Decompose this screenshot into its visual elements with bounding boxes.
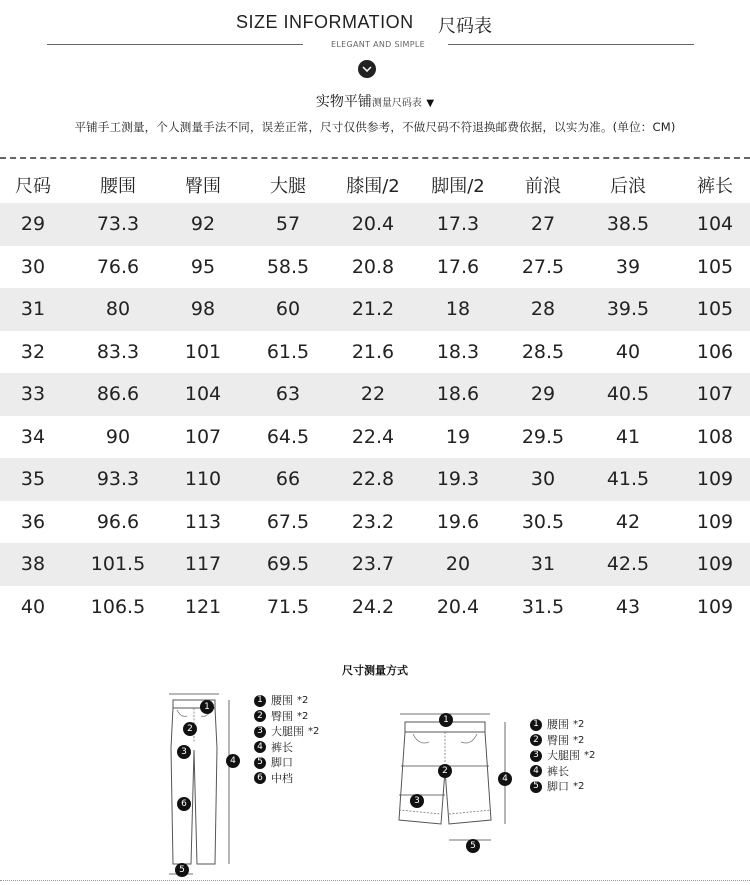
table-cell: 121	[184, 595, 222, 618]
table-cell: 30	[510, 458, 576, 501]
table-cell: 27	[510, 203, 576, 246]
pants-diagram	[165, 688, 245, 878]
table-cell: 71.5	[266, 595, 310, 618]
table-cell: 20.4	[436, 595, 480, 618]
table-cell: 73.3	[66, 203, 170, 246]
table-cell: 95	[190, 255, 216, 278]
column-header: 前浪	[525, 176, 561, 197]
shorts-marker: 5	[466, 833, 480, 853]
table-cell: 76.6	[96, 255, 140, 278]
table-cell: 106	[696, 340, 734, 363]
table-cell: 20	[406, 543, 510, 586]
table-cell: 104	[680, 203, 750, 246]
table-cell: 20.8	[351, 255, 395, 278]
table-cell: 22	[340, 373, 406, 416]
table-cell: 90	[105, 425, 131, 448]
table-cell: 108	[696, 425, 734, 448]
table-cell: 80	[66, 288, 170, 331]
table-cell: 23.2	[351, 510, 395, 533]
table-cell: 31	[510, 543, 576, 586]
table-row	[0, 586, 750, 629]
table-cell: 69.5	[236, 543, 340, 586]
table-cell: 39.5	[576, 288, 680, 331]
table-cell: 117	[170, 543, 236, 586]
table-cell: 17.3	[406, 203, 510, 246]
table-cell: 104	[170, 373, 236, 416]
column-header: 尺码	[15, 176, 51, 197]
measure-label-small: 测量尺码表	[371, 98, 422, 109]
table-cell: 38.5	[576, 203, 680, 246]
table-cell: 34	[20, 425, 46, 448]
table-row	[0, 331, 750, 374]
table-cell: 22.4	[351, 425, 395, 448]
table-cell: 105	[696, 255, 734, 278]
table-cell: 64.5	[266, 425, 310, 448]
table-cell: 58.5	[266, 255, 310, 278]
legend-item: 3 大腿围 *2	[254, 724, 319, 740]
table-cell: 98	[170, 288, 236, 331]
legend-item: 2 臀围 *2	[254, 709, 319, 725]
legend-item: 1 腰围 *2	[530, 717, 595, 733]
table-cell: 83.3	[96, 340, 140, 363]
table-row	[0, 501, 750, 544]
table-cell: 21.6	[351, 340, 395, 363]
table-cell: 30.5	[521, 510, 565, 533]
bottom-divider	[0, 880, 750, 881]
table-cell: 67.5	[266, 510, 310, 533]
shorts-marker: 1	[439, 707, 453, 727]
table-cell: 29.5	[521, 425, 565, 448]
pants-marker: 3	[177, 739, 191, 759]
column-header: 裤长	[697, 176, 733, 197]
table-cell: 24.2	[351, 595, 395, 618]
dashed-divider	[0, 157, 750, 159]
table-cell: 60	[236, 288, 340, 331]
measure-heading	[0, 91, 750, 111]
table-cell: 39	[615, 255, 641, 278]
legend-item: 4 裤长	[530, 764, 595, 780]
shorts-marker: 2	[438, 758, 452, 778]
table-cell: 105	[680, 288, 750, 331]
column-header: 脚围/2	[431, 176, 485, 197]
pants-marker: 5	[175, 857, 189, 877]
table-cell: 17.6	[436, 255, 480, 278]
table-cell: 23.7	[340, 543, 406, 586]
table-cell: 19.6	[436, 510, 480, 533]
divider-left	[47, 44, 303, 45]
table-cell: 27.5	[521, 255, 565, 278]
title-en: SIZE INFORMATION	[236, 12, 414, 32]
column-header: 后浪	[610, 176, 646, 197]
table-cell: 38	[0, 543, 66, 586]
table-cell: 19.3	[406, 458, 510, 501]
table-cell: 29	[510, 373, 576, 416]
table-cell: 18	[406, 288, 510, 331]
table-cell: 61.5	[266, 340, 310, 363]
table-cell: 96.6	[96, 510, 140, 533]
table-cell: 109	[696, 595, 734, 618]
table-cell: 101.5	[66, 543, 170, 586]
pants-marker: 1	[200, 694, 214, 714]
legend-item: 1 腰围 *2	[254, 693, 319, 709]
legend-item: 3 大腿围 *2	[530, 748, 595, 764]
column-header: 大腿	[270, 176, 306, 197]
table-cell: 92	[170, 203, 236, 246]
column-header: 腰围	[100, 176, 136, 197]
pants-marker: 6	[177, 791, 191, 811]
shorts-legend	[530, 717, 595, 795]
table-cell: 106.5	[90, 595, 146, 618]
table-body	[0, 203, 750, 628]
table-row	[0, 288, 750, 331]
table-cell: 36	[20, 510, 46, 533]
table-header-row	[0, 167, 750, 203]
header	[0, 0, 750, 40]
subtitle: ELEGANT AND SIMPLE	[331, 40, 425, 49]
table-cell: 20.4	[340, 203, 406, 246]
legend-item: 5 脚口 *2	[530, 779, 595, 795]
pants-marker: 4	[226, 748, 240, 768]
table-cell: 32	[20, 340, 46, 363]
table-cell: 42.5	[576, 543, 680, 586]
legend-item: 2 臀围 *2	[530, 733, 595, 749]
table-cell: 110	[170, 458, 236, 501]
table-cell: 93.3	[66, 458, 170, 501]
table-cell: 109	[680, 543, 750, 586]
measure-note: 平铺手工测量，个人测量手法不同，误差正常，尺寸仅供参考，不做尺码不符退换邮费依据，以实为准。(单位：CM)	[74, 120, 676, 134]
title-cn: 尺码表	[438, 16, 492, 37]
table-cell: 30	[20, 255, 46, 278]
table-row	[0, 246, 750, 289]
table-row	[0, 373, 750, 416]
table-cell: 18.3	[436, 340, 480, 363]
legend-item: 5 脚口	[254, 755, 319, 771]
table-cell: 31.5	[521, 595, 565, 618]
table-cell: 107	[184, 425, 222, 448]
pants-marker: 2	[183, 716, 197, 736]
table-row	[0, 203, 750, 246]
triangle-down-icon: ▼	[426, 98, 435, 109]
column-header: 膝围/2	[346, 176, 400, 197]
table-cell: 41.5	[576, 458, 680, 501]
table-cell: 19	[445, 425, 471, 448]
table-cell: 22.8	[340, 458, 406, 501]
table-cell: 28.5	[521, 340, 565, 363]
table-cell: 41	[615, 425, 641, 448]
table-cell: 40	[20, 595, 46, 618]
table-cell: 86.6	[66, 373, 170, 416]
shorts-marker: 3	[410, 788, 424, 808]
table-cell: 31	[0, 288, 66, 331]
size-table	[0, 167, 750, 628]
table-cell: 43	[615, 595, 641, 618]
table-cell: 101	[184, 340, 222, 363]
table-cell: 29	[0, 203, 66, 246]
table-cell: 66	[236, 458, 340, 501]
table-cell: 28	[510, 288, 576, 331]
pants-legend	[254, 693, 319, 786]
table-cell: 109	[680, 458, 750, 501]
table-row	[0, 416, 750, 459]
table-cell: 35	[0, 458, 66, 501]
method-title: 尺寸测量方式	[342, 664, 408, 677]
chevron-down-icon	[358, 60, 376, 78]
table-cell: 107	[680, 373, 750, 416]
table-cell: 57	[236, 203, 340, 246]
table-row	[0, 543, 750, 586]
measure-label-main: 实物平铺	[315, 94, 372, 110]
divider-right	[448, 44, 694, 45]
table-cell: 63	[236, 373, 340, 416]
table-cell: 113	[184, 510, 222, 533]
column-header: 臀围	[185, 176, 221, 197]
table-row	[0, 458, 750, 501]
legend-item: 4 裤长	[254, 740, 319, 756]
table-cell: 33	[0, 373, 66, 416]
table-cell: 40	[615, 340, 641, 363]
legend-item: 6 中档	[254, 771, 319, 787]
table-cell: 18.6	[406, 373, 510, 416]
shorts-marker: 4	[498, 766, 512, 786]
table-cell: 109	[696, 510, 734, 533]
table-cell: 21.2	[340, 288, 406, 331]
table-cell: 40.5	[576, 373, 680, 416]
table-cell: 42	[615, 510, 641, 533]
